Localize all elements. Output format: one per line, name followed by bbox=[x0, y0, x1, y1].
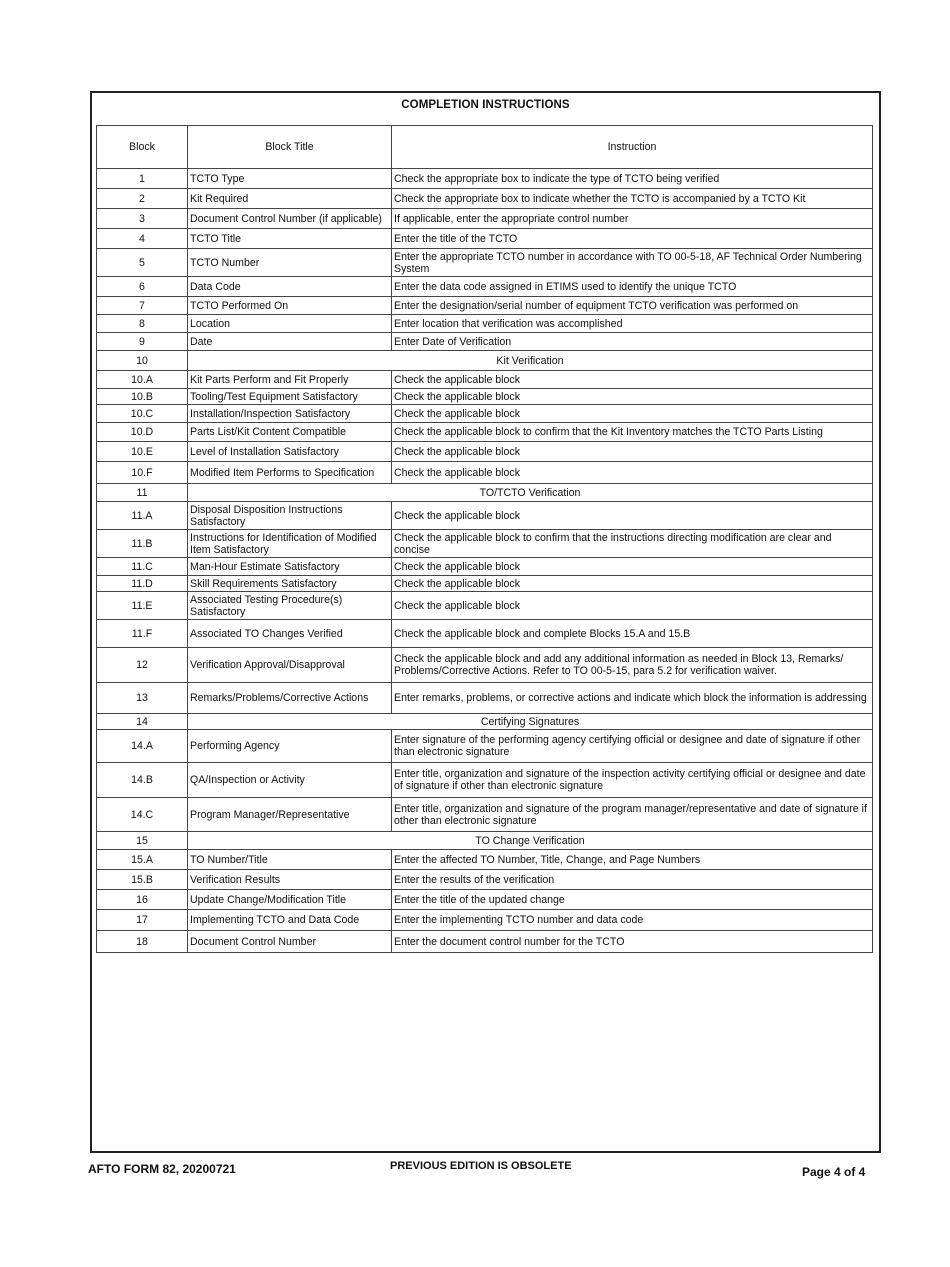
block-title: Location bbox=[188, 315, 392, 333]
block-title: Modified Item Performs to Specification bbox=[188, 462, 392, 484]
instruction: Enter the document control number for the TCTO bbox=[392, 931, 873, 953]
block-number: 3 bbox=[97, 209, 188, 229]
table-row bbox=[97, 931, 873, 953]
table-row bbox=[97, 620, 873, 648]
table-row bbox=[97, 763, 873, 798]
instruction: Enter the data code assigned in ETIMS used to identify the unique TCTO bbox=[392, 277, 873, 297]
block-number: 12 bbox=[97, 648, 188, 683]
block-title: Man-Hour Estimate Satisfactory bbox=[188, 558, 392, 576]
block-title: Installation/Inspection Satisfactory bbox=[188, 405, 392, 423]
block-title: Verification Results bbox=[188, 870, 392, 890]
block-number: 14.C bbox=[97, 798, 188, 832]
block-number: 10.B bbox=[97, 389, 188, 405]
block-number: 11.A bbox=[97, 502, 188, 530]
instruction: Check the appropriate box to indicate whether the TCTO is accompanied by a TCTO Kit bbox=[392, 189, 873, 209]
table-row bbox=[97, 169, 873, 189]
edition-note: PREVIOUS EDITION IS OBSOLETE bbox=[390, 1160, 572, 1172]
block-number: 16 bbox=[97, 890, 188, 910]
instruction: Enter the appropriate TCTO number in accordance with TO 00-5-18, AF Technical Order Numbering System bbox=[392, 249, 873, 277]
table-row bbox=[97, 870, 873, 890]
block-title: Tooling/Test Equipment Satisfactory bbox=[188, 389, 392, 405]
table-row bbox=[97, 189, 873, 209]
block-title: Kit Parts Perform and Fit Properly bbox=[188, 371, 392, 389]
block-title: TCTO Type bbox=[188, 169, 392, 189]
instruction: Enter the results of the verification bbox=[392, 870, 873, 890]
block-title: Associated Testing Procedure(s) Satisfactory bbox=[188, 592, 392, 620]
instruction: Enter signature of the performing agency certifying official or designee and date of signature if other than electronic signature bbox=[392, 730, 873, 763]
instruction: Check the appropriate box to indicate the type of TCTO being verified bbox=[392, 169, 873, 189]
table-row bbox=[97, 249, 873, 277]
block-number: 11.B bbox=[97, 530, 188, 558]
table-row bbox=[97, 890, 873, 910]
section-row bbox=[97, 714, 873, 730]
block-title: Level of Installation Satisfactory bbox=[188, 442, 392, 462]
block-title: Kit Required bbox=[188, 189, 392, 209]
block-number: 9 bbox=[97, 333, 188, 351]
block-number: 13 bbox=[97, 683, 188, 714]
block-title: Data Code bbox=[188, 277, 392, 297]
table-row bbox=[97, 405, 873, 423]
block-title: TCTO Number bbox=[188, 249, 392, 277]
section-heading: Kit Verification bbox=[188, 351, 873, 371]
table-row bbox=[97, 910, 873, 931]
form-frame bbox=[90, 91, 881, 1153]
block-title: Associated TO Changes Verified bbox=[188, 620, 392, 648]
table-row bbox=[97, 798, 873, 832]
block-number: 11 bbox=[97, 484, 188, 502]
block-number: 6 bbox=[97, 277, 188, 297]
block-title: QA/Inspection or Activity bbox=[188, 763, 392, 798]
section-row bbox=[97, 351, 873, 371]
block-title: Skill Requirements Satisfactory bbox=[188, 576, 392, 592]
instruction: Check the applicable block bbox=[392, 502, 873, 530]
block-title: Document Control Number bbox=[188, 931, 392, 953]
instruction: Enter title, organization and signature of the inspection activity certifying official or designee and date of signature if other than electronic signature bbox=[392, 763, 873, 798]
form-id: AFTO FORM 82, 20200721 bbox=[88, 1162, 236, 1176]
section-heading: TO Change Verification bbox=[188, 832, 873, 850]
instruction: Check the applicable block bbox=[392, 576, 873, 592]
header-instruction: Instruction bbox=[392, 126, 873, 169]
block-number: 10 bbox=[97, 351, 188, 371]
block-title: Verification Approval/Disapproval bbox=[188, 648, 392, 683]
block-number: 11.F bbox=[97, 620, 188, 648]
table-row bbox=[97, 389, 873, 405]
block-number: 15.A bbox=[97, 850, 188, 870]
block-number: 14.A bbox=[97, 730, 188, 763]
block-number: 7 bbox=[97, 297, 188, 315]
instruction: Check the applicable block and add any additional information as needed in Block 13, Remarks/ Problems/Corrective Actions. Refer to TO 00-5-15, para 5.2 for verification waiver. bbox=[392, 648, 873, 683]
instruction: Enter Date of Verification bbox=[392, 333, 873, 351]
table-row bbox=[97, 558, 873, 576]
instruction: Enter remarks, problems, or corrective actions and indicate which block the information is addressing bbox=[392, 683, 873, 714]
table-row bbox=[97, 277, 873, 297]
instruction: Enter title, organization and signature of the program manager/representative and date of signature if other than electronic signature bbox=[392, 798, 873, 832]
header-row bbox=[97, 126, 873, 169]
table-row bbox=[97, 683, 873, 714]
section-row bbox=[97, 832, 873, 850]
block-number: 10.C bbox=[97, 405, 188, 423]
table-row bbox=[97, 530, 873, 558]
block-title: TO Number/Title bbox=[188, 850, 392, 870]
block-number: 8 bbox=[97, 315, 188, 333]
table-row bbox=[97, 442, 873, 462]
instruction: If applicable, enter the appropriate control number bbox=[392, 209, 873, 229]
table-row bbox=[97, 730, 873, 763]
form-title: COMPLETION INSTRUCTIONS bbox=[401, 99, 570, 111]
block-number: 10.A bbox=[97, 371, 188, 389]
block-number: 11.E bbox=[97, 592, 188, 620]
block-number: 15 bbox=[97, 832, 188, 850]
table-row bbox=[97, 297, 873, 315]
block-title: Implementing TCTO and Data Code bbox=[188, 910, 392, 931]
table-row bbox=[97, 648, 873, 683]
block-title: TCTO Title bbox=[188, 229, 392, 249]
table-row bbox=[97, 209, 873, 229]
block-title: Program Manager/Representative bbox=[188, 798, 392, 832]
block-number: 1 bbox=[97, 169, 188, 189]
table-row bbox=[97, 315, 873, 333]
block-number: 18 bbox=[97, 931, 188, 953]
instruction: Check the applicable block bbox=[392, 371, 873, 389]
instruction: Check the applicable block to confirm that the instructions directing modification are clear and concise bbox=[392, 530, 873, 558]
instruction: Check the applicable block and complete Blocks 15.A and 15.B bbox=[392, 620, 873, 648]
block-number: 10.D bbox=[97, 423, 188, 442]
table-row bbox=[97, 502, 873, 530]
block-title: Performing Agency bbox=[188, 730, 392, 763]
table-row bbox=[97, 371, 873, 389]
header-block: Block bbox=[97, 126, 188, 169]
block-number: 14 bbox=[97, 714, 188, 730]
instruction: Check the applicable block bbox=[392, 592, 873, 620]
table-row bbox=[97, 333, 873, 351]
instruction: Enter the title of the updated change bbox=[392, 890, 873, 910]
block-number: 2 bbox=[97, 189, 188, 209]
block-number: 11.C bbox=[97, 558, 188, 576]
instruction: Check the applicable block bbox=[392, 558, 873, 576]
section-row bbox=[97, 484, 873, 502]
instructions-table bbox=[96, 125, 873, 953]
header-block-title: Block Title bbox=[188, 126, 392, 169]
table-row bbox=[97, 423, 873, 442]
section-heading: Certifying Signatures bbox=[188, 714, 873, 730]
block-title: Instructions for Identification of Modified Item Satisfactory bbox=[188, 530, 392, 558]
block-title: Remarks/Problems/Corrective Actions bbox=[188, 683, 392, 714]
instruction: Check the applicable block bbox=[392, 389, 873, 405]
block-number: 17 bbox=[97, 910, 188, 931]
table-row bbox=[97, 592, 873, 620]
block-title: Parts List/Kit Content Compatible bbox=[188, 423, 392, 442]
instruction: Enter the implementing TCTO number and data code bbox=[392, 910, 873, 931]
block-title: Disposal Disposition Instructions Satisfactory bbox=[188, 502, 392, 530]
block-number: 11.D bbox=[97, 576, 188, 592]
instruction: Check the applicable block bbox=[392, 442, 873, 462]
instruction: Check the applicable block bbox=[392, 462, 873, 484]
table-row bbox=[97, 850, 873, 870]
block-number: 4 bbox=[97, 229, 188, 249]
block-number: 10.E bbox=[97, 442, 188, 462]
block-number: 5 bbox=[97, 249, 188, 277]
table-row bbox=[97, 229, 873, 249]
block-title: Date bbox=[188, 333, 392, 351]
instruction: Enter the affected TO Number, Title, Change, and Page Numbers bbox=[392, 850, 873, 870]
instruction: Enter the designation/serial number of equipment TCTO verification was performed on bbox=[392, 297, 873, 315]
instruction: Check the applicable block to confirm that the Kit Inventory matches the TCTO Parts Listing bbox=[392, 423, 873, 442]
block-number: 10.F bbox=[97, 462, 188, 484]
block-number: 15.B bbox=[97, 870, 188, 890]
section-heading: TO/TCTO Verification bbox=[188, 484, 873, 502]
block-title: Update Change/Modification Title bbox=[188, 890, 392, 910]
table-row bbox=[97, 576, 873, 592]
page-number: Page 4 of 4 bbox=[802, 1165, 866, 1179]
table-row bbox=[97, 462, 873, 484]
instruction: Enter the title of the TCTO bbox=[392, 229, 873, 249]
block-number: 14.B bbox=[97, 763, 188, 798]
block-title: TCTO Performed On bbox=[188, 297, 392, 315]
block-title: Document Control Number (if applicable) bbox=[188, 209, 392, 229]
instruction: Enter location that verification was accomplished bbox=[392, 315, 873, 333]
instruction: Check the applicable block bbox=[392, 405, 873, 423]
